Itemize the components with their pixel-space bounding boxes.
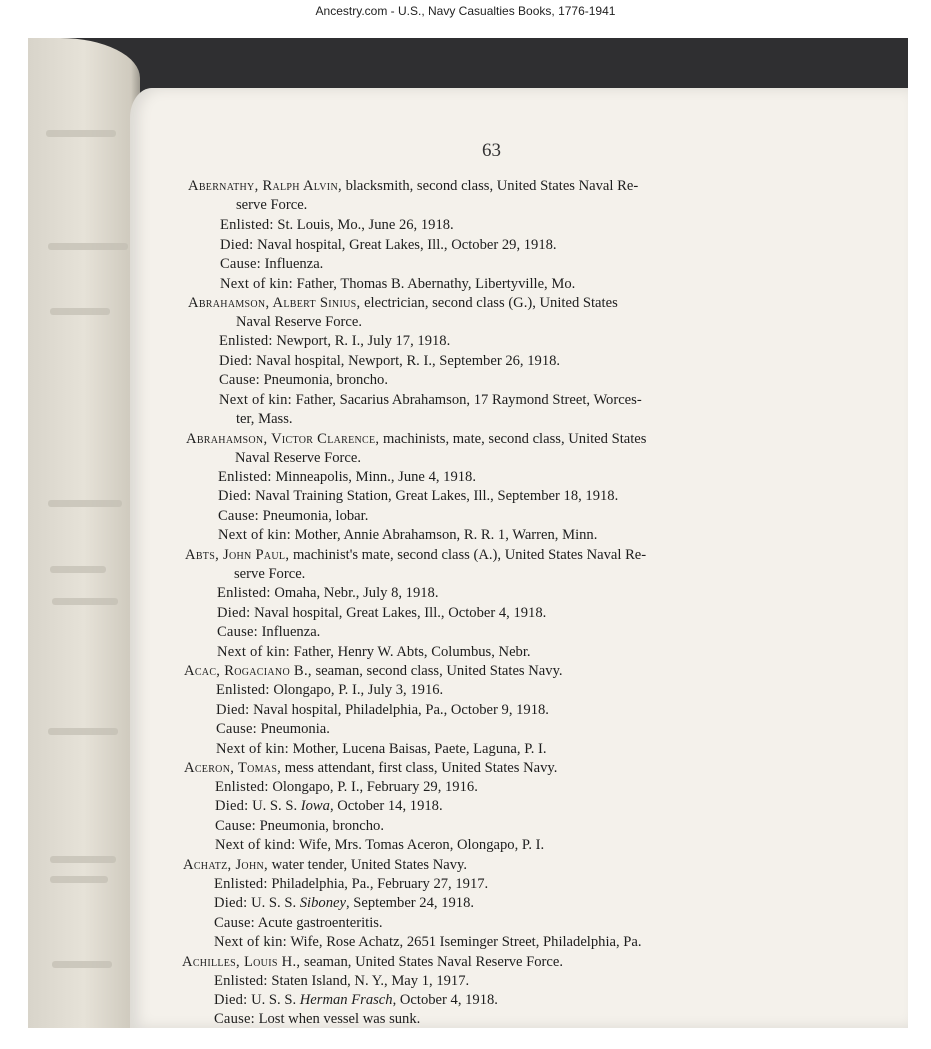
next-of-kin-line: [218, 527, 597, 544]
enlisted-label: Enlisted:: [214, 876, 268, 892]
enlisted-label: Enlisted:: [217, 585, 271, 601]
next-of-kin-label: Next of kin:: [220, 276, 293, 292]
next-of-kin-line: [219, 392, 642, 409]
casualty-entry-heading: [185, 547, 646, 564]
bleed-through-text: [50, 856, 116, 863]
bleed-through-text: [50, 308, 110, 315]
cause-label: Cause:: [220, 256, 261, 272]
casualty-name: Abernathy, Ralph Alvin,: [188, 178, 342, 194]
casualty-name: Abrahamson, Victor Clarence,: [186, 431, 380, 447]
casualty-rank: mess attendant, first class, United States Navy.: [281, 760, 558, 776]
casualty-entry-heading: [184, 663, 563, 680]
casualty-name: Achilles, Louis H.,: [182, 954, 301, 970]
heading-continuation: serve Force.: [236, 197, 308, 213]
casualty-entry-heading: [188, 295, 618, 312]
enlisted-value: Newport, R. I., July 17, 1918.: [272, 333, 451, 349]
died-line: [220, 237, 557, 254]
casualty-name: Abrahamson, Albert Sinius,: [188, 295, 361, 311]
next-of-kin-line: [217, 644, 531, 661]
facing-page-edge: [28, 38, 140, 1028]
casualty-entry-heading: [188, 178, 638, 195]
next-of-kin-label: Next of kin:: [219, 392, 292, 408]
enlisted-label: Enlisted:: [214, 973, 268, 989]
enlisted-value: Staten Island, N. Y., May 1, 1917.: [267, 973, 470, 989]
enlisted-value: Omaha, Nebr., July 8, 1918.: [270, 585, 439, 601]
died-label: Died:: [218, 488, 252, 504]
casualty-entry-heading: [186, 431, 646, 448]
cause-label: Cause:: [217, 624, 258, 640]
died-value: Naval hospital, Great Lakes, Ill., October 4, 1918.: [250, 605, 547, 621]
cause-value: Acute gastroenteritis.: [254, 915, 383, 931]
ship-name: Iowa: [300, 798, 330, 814]
cause-line: [220, 256, 323, 273]
heading-continuation: Naval Reserve Force.: [235, 450, 362, 466]
enlisted-label: Enlisted:: [215, 779, 269, 795]
bleed-through-text: [48, 728, 118, 735]
casualty-rank: seaman, second class, United States Navy.: [311, 663, 563, 679]
enlisted-line: [220, 217, 454, 234]
next-of-kin-value: Father, Henry W. Abts, Columbus, Nebr.: [289, 644, 531, 660]
next-of-kin-value: Wife, Rose Achatz, 2651 Iseminger Street, Philadelphia, Pa.: [286, 934, 642, 950]
casualty-rank: electrician, second class (G.), United States: [360, 295, 618, 311]
died-value: Naval hospital, Great Lakes, Ill., October 29, 1918.: [253, 237, 557, 253]
next-of-kin-value: Wife, Mrs. Tomas Aceron, Olongapo, P. I.: [295, 837, 545, 853]
casualty-rank: machinist's mate, second class (A.), United States Naval Re-: [289, 547, 647, 563]
cause-value: Lost when vessel was sunk.: [254, 1011, 421, 1027]
heading-continuation: serve Force.: [234, 566, 306, 582]
died-value: , October 14, 1918.: [329, 798, 443, 814]
enlisted-line: [218, 469, 476, 486]
enlisted-value: Philadelphia, Pa., February 27, 1917.: [267, 876, 489, 892]
cause-line: [217, 624, 320, 641]
cause-label: Cause:: [214, 1011, 255, 1027]
next-of-kin-continuation: ter, Mass.: [236, 411, 293, 427]
enlisted-label: Enlisted:: [218, 469, 272, 485]
next-of-kin-line: [216, 741, 547, 758]
cause-line: [219, 372, 388, 389]
next-of-kin-label: Next of kin:: [214, 934, 287, 950]
died-value: , September 24, 1918.: [345, 895, 475, 911]
cause-label: Cause:: [218, 508, 259, 524]
died-label: Died:: [214, 992, 248, 1008]
enlisted-value: Minneapolis, Minn., June 4, 1918.: [271, 469, 476, 485]
cause-label: Cause:: [215, 818, 256, 834]
bleed-through-text: [48, 500, 122, 507]
enlisted-line: [215, 779, 478, 796]
enlisted-line: [214, 876, 488, 893]
next-of-kin-label: Next of kin:: [217, 644, 290, 660]
ship-name: Herman Frasch: [299, 992, 393, 1008]
next-of-kin-label: Next of kin:: [218, 527, 291, 543]
bleed-through-text: [52, 961, 112, 968]
enlisted-line: [214, 973, 469, 990]
died-line: [214, 895, 474, 912]
enlisted-line: [217, 585, 439, 602]
page-number: 63: [482, 140, 501, 161]
next-of-kin-line: [215, 837, 544, 854]
casualty-entry-heading: [183, 857, 467, 874]
died-line: [219, 353, 560, 370]
cause-line: [216, 721, 330, 738]
enlisted-line: [216, 682, 443, 699]
cause-value: Pneumonia, broncho.: [259, 372, 389, 388]
bleed-through-text: [50, 566, 106, 573]
next-of-kin-line: [214, 934, 642, 951]
casualty-name: Acac, Rogaciano B.,: [184, 663, 312, 679]
cause-value: Pneumonia, broncho.: [255, 818, 385, 834]
died-label: Died:: [214, 895, 248, 911]
cause-line: [214, 915, 383, 932]
died-value: Naval hospital, Newport, R. I., September 26, 1918.: [252, 353, 561, 369]
enlisted-label: Enlisted:: [220, 217, 274, 233]
bleed-through-text: [46, 130, 116, 137]
heading-continuation: Naval Reserve Force.: [236, 314, 363, 330]
next-of-kin-label: Next of kin:: [216, 741, 289, 757]
died-line: [214, 992, 498, 1009]
died-line: [217, 605, 546, 622]
casualty-entry-heading: [184, 760, 557, 777]
cause-line: [215, 818, 384, 835]
died-line: [218, 488, 618, 505]
cause-value: Influenza.: [257, 624, 321, 640]
cause-label: Cause:: [219, 372, 260, 388]
died-prefix: U. S. S.: [248, 798, 301, 814]
bleed-through-text: [52, 598, 118, 605]
casualty-name: Aceron, Tomas,: [184, 760, 282, 776]
casualty-name: Abts, John Paul,: [185, 547, 290, 563]
died-value: Naval hospital, Philadelphia, Pa., October 9, 1918.: [249, 702, 549, 718]
cause-label: Cause:: [214, 915, 255, 931]
cause-line: [214, 1011, 420, 1028]
next-of-kin-line: [220, 276, 575, 293]
cause-label: Cause:: [216, 721, 257, 737]
casualty-rank: machinists, mate, second class, United States: [379, 431, 647, 447]
enlisted-value: Olongapo, P. I., July 3, 1916.: [269, 682, 444, 698]
died-value: , October 4, 1918.: [392, 992, 498, 1008]
book-page: [130, 88, 908, 1028]
died-label: Died:: [216, 702, 250, 718]
died-prefix: U. S. S.: [247, 992, 300, 1008]
ship-name: Siboney: [299, 895, 346, 911]
cause-line: [218, 508, 368, 525]
enlisted-line: [219, 333, 450, 350]
casualty-rank: water tender, United States Navy.: [267, 857, 468, 873]
casualty-rank: blacksmith, second class, United States Naval Re-: [341, 178, 639, 194]
bleed-through-text: [50, 876, 108, 883]
bleed-through-text: [48, 243, 128, 250]
casualty-rank: seaman, United States Naval Reserve Force.: [300, 954, 563, 970]
died-line: [216, 702, 549, 719]
enlisted-label: Enlisted:: [216, 682, 270, 698]
casualty-name: Achatz, John,: [183, 857, 268, 873]
enlisted-label: Enlisted:: [219, 333, 273, 349]
cause-value: Pneumonia, lobar.: [258, 508, 369, 524]
casualty-entry-heading: [182, 954, 563, 971]
enlisted-value: St. Louis, Mo., June 26, 1918.: [273, 217, 454, 233]
next-of-kin-value: Mother, Lucena Baisas, Paete, Laguna, P. I.: [288, 741, 547, 757]
died-label: Died:: [219, 353, 253, 369]
scanned-page: [28, 38, 908, 1028]
died-line: [215, 798, 443, 815]
next-of-kin-value: Father, Thomas B. Abernathy, Libertyville, Mo.: [292, 276, 576, 292]
enlisted-value: Olongapo, P. I., February 29, 1916.: [268, 779, 478, 795]
died-label: Died:: [217, 605, 251, 621]
next-of-kin-label: Next of kind:: [215, 837, 296, 853]
cause-value: Pneumonia.: [256, 721, 330, 737]
cause-value: Influenza.: [260, 256, 324, 272]
next-of-kin-value: Mother, Annie Abrahamson, R. R. 1, Warren, Minn.: [290, 527, 598, 543]
died-prefix: U. S. S.: [247, 895, 300, 911]
died-label: Died:: [220, 237, 254, 253]
source-title: Ancestry.com - U.S., Navy Casualties Books, 1776-1941: [315, 4, 616, 18]
died-value: Naval Training Station, Great Lakes, Ill., September 18, 1918.: [251, 488, 619, 504]
died-label: Died:: [215, 798, 249, 814]
next-of-kin-value: Father, Sacarius Abrahamson, 17 Raymond Street, Worces-: [291, 392, 642, 408]
